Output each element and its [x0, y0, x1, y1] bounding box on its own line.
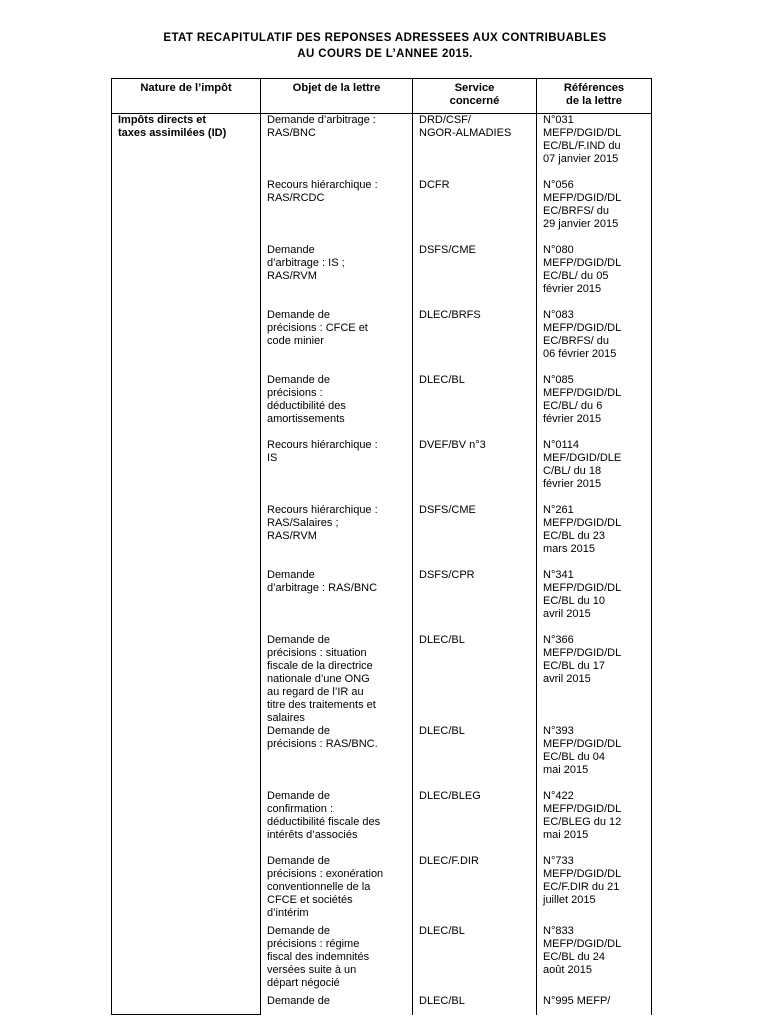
reference-line: N°080 [543, 243, 574, 256]
objet-line: Demande [267, 568, 315, 581]
service-line: DSFS/CME [419, 503, 476, 516]
objet-line: fiscale de la directrice [267, 659, 373, 672]
objet-line: fiscal des indemnités [267, 950, 370, 963]
service-cell [413, 309, 537, 374]
reference-line: N°031 [543, 114, 574, 126]
objet-cell [261, 244, 413, 309]
service-line: DRD/CSF/ [419, 114, 471, 126]
service-cell [413, 725, 537, 790]
reference-line: N°056 [543, 178, 574, 191]
reference-line: MEFP/DGID/DL [543, 802, 622, 815]
reference-cell [537, 244, 652, 309]
service-line: DLEC/BL [419, 924, 465, 937]
reference-line: N°995 MEFP/ [543, 994, 611, 1007]
objet-line: Recours hiérarchique : [267, 503, 378, 516]
service-line: DLEC/BL [419, 633, 465, 646]
reference-line: mars 2015 [543, 542, 595, 555]
service-cell [413, 995, 537, 1015]
objet-line: précisions : RAS/BNC. [267, 737, 378, 750]
reference-line: EC/BL/ du 6 [543, 399, 603, 412]
objet-cell [261, 790, 413, 855]
title-line-2: AU COURS DE L’ANNEE 2015. [297, 48, 473, 60]
reference-line: EC/BL/ du 05 [543, 269, 609, 282]
service-cell [413, 114, 537, 179]
reference-line: MEFP/DGID/DL [543, 581, 622, 594]
reference-line: MEFP/DGID/DL [543, 256, 622, 269]
nature-impot-cell [112, 114, 261, 1015]
reference-cell [537, 855, 652, 925]
objet-line: départ négocié [267, 976, 340, 989]
objet-line: précisions : situation [267, 646, 367, 659]
title-line-1: ETAT RECAPITULATIF DES REPONSES ADRESSEES AUX CONTRIBUABLES [163, 32, 607, 44]
reference-line: mai 2015 [543, 763, 589, 776]
reference-line: MEFP/DGID/DL [543, 191, 622, 204]
objet-line: nationale d’une ONG [267, 672, 370, 685]
objet-line: d’intérim [267, 906, 309, 919]
reference-line: 29 janvier 2015 [543, 217, 619, 230]
objet-line: Recours hiérarchique : [267, 178, 378, 191]
nature-line: taxes assimilées (ID) [118, 127, 227, 139]
objet-cell [261, 634, 413, 725]
objet-line: Demande de [267, 724, 330, 737]
reference-line: N°0114 [543, 438, 579, 451]
service-cell [413, 504, 537, 569]
objet-line: RAS/RCDC [267, 191, 325, 204]
reference-line: MEFP/DGID/DL [543, 321, 622, 334]
objet-cell [261, 374, 413, 439]
objet-line: RAS/Salaires ; [267, 516, 339, 529]
table-body [112, 114, 652, 1015]
reference-line: N°833 [543, 924, 574, 937]
header-objet: Objet de la lettre [261, 79, 413, 114]
service-cell [413, 179, 537, 244]
service-line: DVEF/BV n°3 [419, 438, 486, 451]
objet-line: d’arbitrage : IS ; [267, 256, 345, 269]
objet-line: salaires [267, 711, 305, 724]
nature-line: Impôts directs et [118, 114, 207, 126]
objet-line: Demande d’arbitrage : [267, 114, 376, 126]
reference-line: N°366 [543, 633, 574, 646]
objet-line: IS [267, 451, 278, 464]
service-cell [413, 569, 537, 634]
reference-line: MEFP/DGID/DL [543, 516, 622, 529]
reference-line: EC/BLEG du 12 [543, 815, 622, 828]
objet-line: titre des traitements et [267, 698, 376, 711]
service-cell [413, 634, 537, 725]
header-service-line-1: Service [454, 82, 495, 94]
objet-line: Demande de [267, 994, 330, 1007]
reference-line: EC/BL du 04 [543, 750, 605, 763]
objet-cell [261, 995, 413, 1015]
objet-cell [261, 504, 413, 569]
reference-cell [537, 309, 652, 374]
recap-table [111, 78, 652, 1015]
reference-line: 07 janvier 2015 [543, 153, 619, 165]
service-line: DLEC/BL [419, 724, 465, 737]
table-header-row [112, 79, 652, 114]
objet-line: au regard de l’IR au [267, 685, 364, 698]
reference-line: N°261 [543, 503, 574, 516]
reference-line: EC/BRFS/ du [543, 204, 610, 217]
service-cell [413, 439, 537, 504]
objet-line: Demande de [267, 633, 330, 646]
reference-line: EC/BL du 23 [543, 529, 605, 542]
service-line: DLEC/BRFS [419, 308, 481, 321]
service-line: NGOR-ALMADIES [419, 127, 512, 139]
service-cell [413, 790, 537, 855]
reference-line: MEFP/DGID/DL [543, 646, 622, 659]
service-line: DSFS/CME [419, 243, 476, 256]
reference-line: août 2015 [543, 963, 592, 976]
document-title [0, 30, 770, 62]
reference-cell [537, 925, 652, 995]
objet-line: Demande de [267, 924, 330, 937]
reference-cell [537, 114, 652, 179]
reference-line: N°085 [543, 373, 574, 386]
header-references-line-1: Références [563, 82, 625, 94]
objet-line: précisions : régime [267, 937, 360, 950]
service-line: DLEC/BLEG [419, 789, 481, 802]
reference-line: EC/BL du 24 [543, 950, 605, 963]
reference-line: MEFP/DGID/DL [543, 937, 622, 950]
service-cell [413, 374, 537, 439]
reference-line: mai 2015 [543, 828, 589, 841]
objet-line: CFCE et sociétés [267, 893, 353, 906]
reference-line: EC/BL du 17 [543, 659, 605, 672]
reference-line: EC/F.DIR du 21 [543, 880, 620, 893]
reference-line: 06 février 2015 [543, 347, 617, 360]
objet-line: précisions : CFCE et [267, 321, 368, 334]
objet-line: RAS/RVM [267, 269, 317, 282]
objet-cell [261, 855, 413, 925]
service-line: DLEC/BL [419, 994, 465, 1007]
reference-cell [537, 790, 652, 855]
header-references [537, 79, 652, 114]
objet-line: confirmation : [267, 802, 334, 815]
reference-line: N°083 [543, 308, 574, 321]
objet-cell [261, 725, 413, 790]
reference-line: février 2015 [543, 477, 602, 490]
objet-line: Demande de [267, 308, 330, 321]
reference-cell [537, 725, 652, 790]
reference-line: N°733 [543, 854, 574, 867]
objet-cell [261, 114, 413, 179]
reference-cell [537, 569, 652, 634]
objet-line: versées suite à un [267, 963, 357, 976]
objet-line: déductibilité des [267, 399, 346, 412]
reference-line: juillet 2015 [543, 893, 596, 906]
reference-cell [537, 995, 652, 1015]
objet-line: amortissements [267, 412, 345, 425]
reference-cell [537, 374, 652, 439]
reference-line: MEFP/DGID/DL [543, 127, 622, 139]
header-service-line-2: concerné [449, 95, 500, 107]
service-line: DLEC/F.DIR [419, 854, 479, 867]
header-nature: Nature de l’impôt [112, 79, 261, 114]
reference-line: février 2015 [543, 412, 602, 425]
service-cell [413, 925, 537, 995]
service-cell [413, 244, 537, 309]
service-line: DCFR [419, 178, 450, 191]
reference-cell [537, 634, 652, 725]
objet-line: RAS/BNC [267, 127, 316, 139]
service-cell [413, 855, 537, 925]
objet-line: Demande de [267, 789, 330, 802]
service-line: DSFS/CPR [419, 568, 475, 581]
objet-line: code minier [267, 334, 324, 347]
objet-line: RAS/RVM [267, 529, 317, 542]
reference-line: avril 2015 [543, 672, 591, 685]
objet-line: Demande de [267, 854, 330, 867]
objet-line: déductibilité fiscale des [267, 815, 381, 828]
reference-line: MEF/DGID/DLE [543, 451, 622, 464]
objet-cell [261, 179, 413, 244]
service-line: DLEC/BL [419, 373, 465, 386]
reference-line: N°422 [543, 789, 574, 802]
reference-line: février 2015 [543, 282, 602, 295]
reference-cell [537, 179, 652, 244]
objet-line: précisions : [267, 386, 323, 399]
reference-line: MEFP/DGID/DL [543, 867, 622, 880]
reference-line: N°393 [543, 724, 574, 737]
objet-line: conventionnelle de la [267, 880, 371, 893]
reference-cell [537, 504, 652, 569]
reference-line: MEFP/DGID/DL [543, 386, 622, 399]
reference-line: avril 2015 [543, 607, 591, 620]
objet-cell [261, 439, 413, 504]
objet-line: Demande [267, 243, 315, 256]
objet-line: intérêts d’associés [267, 828, 358, 841]
objet-cell [261, 309, 413, 374]
header-service [413, 79, 537, 114]
header-references-line-2: de la lettre [566, 95, 622, 107]
reference-line: EC/BL/F.IND du [543, 140, 621, 152]
reference-line: EC/BL du 10 [543, 594, 605, 607]
reference-line: C/BL/ du 18 [543, 464, 602, 477]
table-row [112, 114, 652, 179]
objet-line: précisions : exonération [267, 867, 384, 880]
reference-line: MEFP/DGID/DL [543, 737, 622, 750]
objet-cell [261, 925, 413, 995]
objet-line: d’arbitrage : RAS/BNC [267, 581, 378, 594]
reference-line: N°341 [543, 568, 574, 581]
objet-line: Recours hiérarchique : [267, 438, 378, 451]
objet-line: Demande de [267, 373, 330, 386]
reference-cell [537, 439, 652, 504]
reference-line: EC/BRFS/ du [543, 334, 610, 347]
objet-cell [261, 569, 413, 634]
